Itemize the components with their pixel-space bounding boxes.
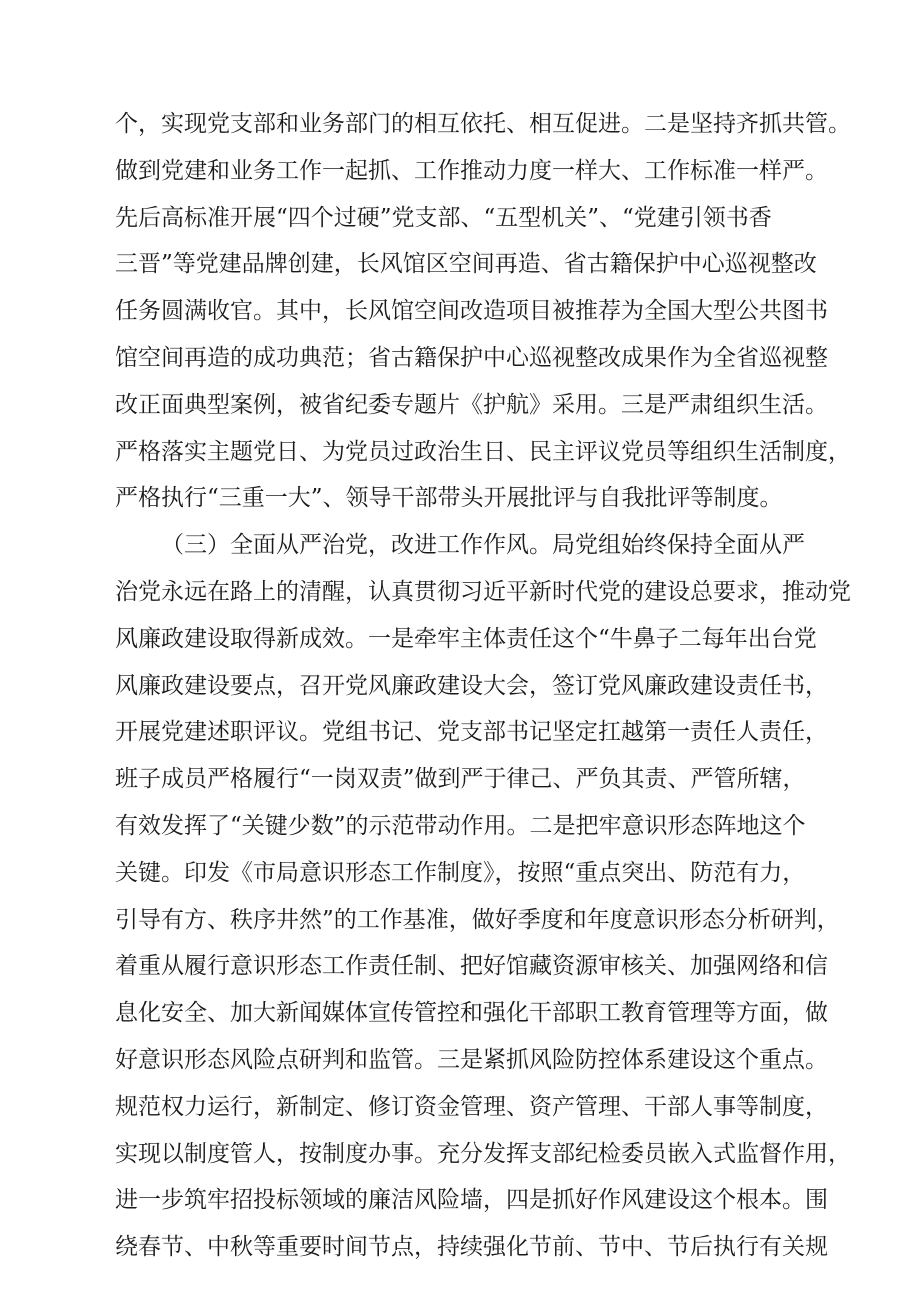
text-line: 治党永远在路上的清醒，认真贯彻习近平新时代党的建设总要求，推动党 xyxy=(115,578,851,605)
text-line: 引导有方、秩序井然”的工作基准，做好季度和年度意识形态分析研判， xyxy=(115,906,840,933)
text-line: 改正面典型案例，被省纪委专题片《护航》采用。三是严肃组织生活。 xyxy=(115,391,828,418)
text-line: 绕春节、中秋等重要时间节点，持续强化节前、节中、节后执行有关规 xyxy=(115,1234,828,1261)
text-line: 严格执行“三重一大”、领导干部带头开展批评与自我批评等制度。 xyxy=(115,485,783,512)
text-line: 规范权力运行，新制定、修订资金管理、资产管理、干部人事等制度， xyxy=(115,1093,828,1120)
text-line: 进一步筑牢招投标领域的廉洁风险墙，四是抓好作风建设这个根本。围 xyxy=(115,1187,828,1214)
text-line: 严格落实主题党日、为党员过政治生日、民主评议党员等组织生活制度， xyxy=(115,438,851,465)
text-line: 个，实现党支部和业务部门的相互依托、相互促进。二是坚持齐抓共管。 xyxy=(115,111,851,137)
text-line: 开展党建述职评议。党组书记、党支部书记坚定扛越第一责任人责任， xyxy=(115,719,828,746)
text-line: 任务圆满收官。其中，长风馆空间改造项目被推荐为全国大型公共图书 xyxy=(115,298,828,325)
text-line: 班子成员严格履行“一岗双责”做到严于律己、严负其责、严管所辖， xyxy=(115,766,806,793)
body-text xyxy=(115,101,855,1271)
text-line: 馆空间再造的成功典范；省古籍保护中心巡视整改成果作为全省巡视整 xyxy=(115,344,828,371)
text-line: 做到党建和业务工作一起抓、工作推动力度一样大、工作标准一样严。 xyxy=(115,157,828,184)
text-line: 风廉政建设取得新成效。一是牵牢主体责任这个“牛鼻子二每年出台党 xyxy=(115,625,817,652)
text-line: 息化安全、加大新闻媒体宣传管控和强化干部职工教育管理等方面，做 xyxy=(115,1000,828,1027)
text-line: 先后高标准开展“四个过硬”党支部、“五型机关”、“党建引领书香 xyxy=(115,204,772,231)
text-line: 好意识形态风险点研判和监管。三是紧抓风险防控体系建设这个重点。 xyxy=(115,1046,828,1073)
text-line: 实现以制度管人，按制度办事。充分发挥支部纪检委员嵌入式监督作用， xyxy=(115,1140,851,1167)
section-heading-line: （三）全面从严治党，改进工作作风。局党组始终保持全面从严 xyxy=(161,532,805,559)
text-line: 三晋”等党建品牌创建，长风馆区空间再造、省古籍保护中心巡视整改 xyxy=(115,251,817,278)
text-line: 风廉政建设要点，召开党风廉政建设大会，签订党风廉政建设责任书， xyxy=(115,672,828,699)
text-line: 有效发挥了“关键少数”的示范带动作用。二是把牢意识形态阵地这个 xyxy=(115,812,806,839)
text-line: 着重从履行意识形态工作责任制、把好馆藏资源审核关、加强网络和信 xyxy=(115,953,828,980)
text-line: 关键。印发《市局意识形态工作制度》，按照“重点突出、防范有力， xyxy=(115,859,806,886)
